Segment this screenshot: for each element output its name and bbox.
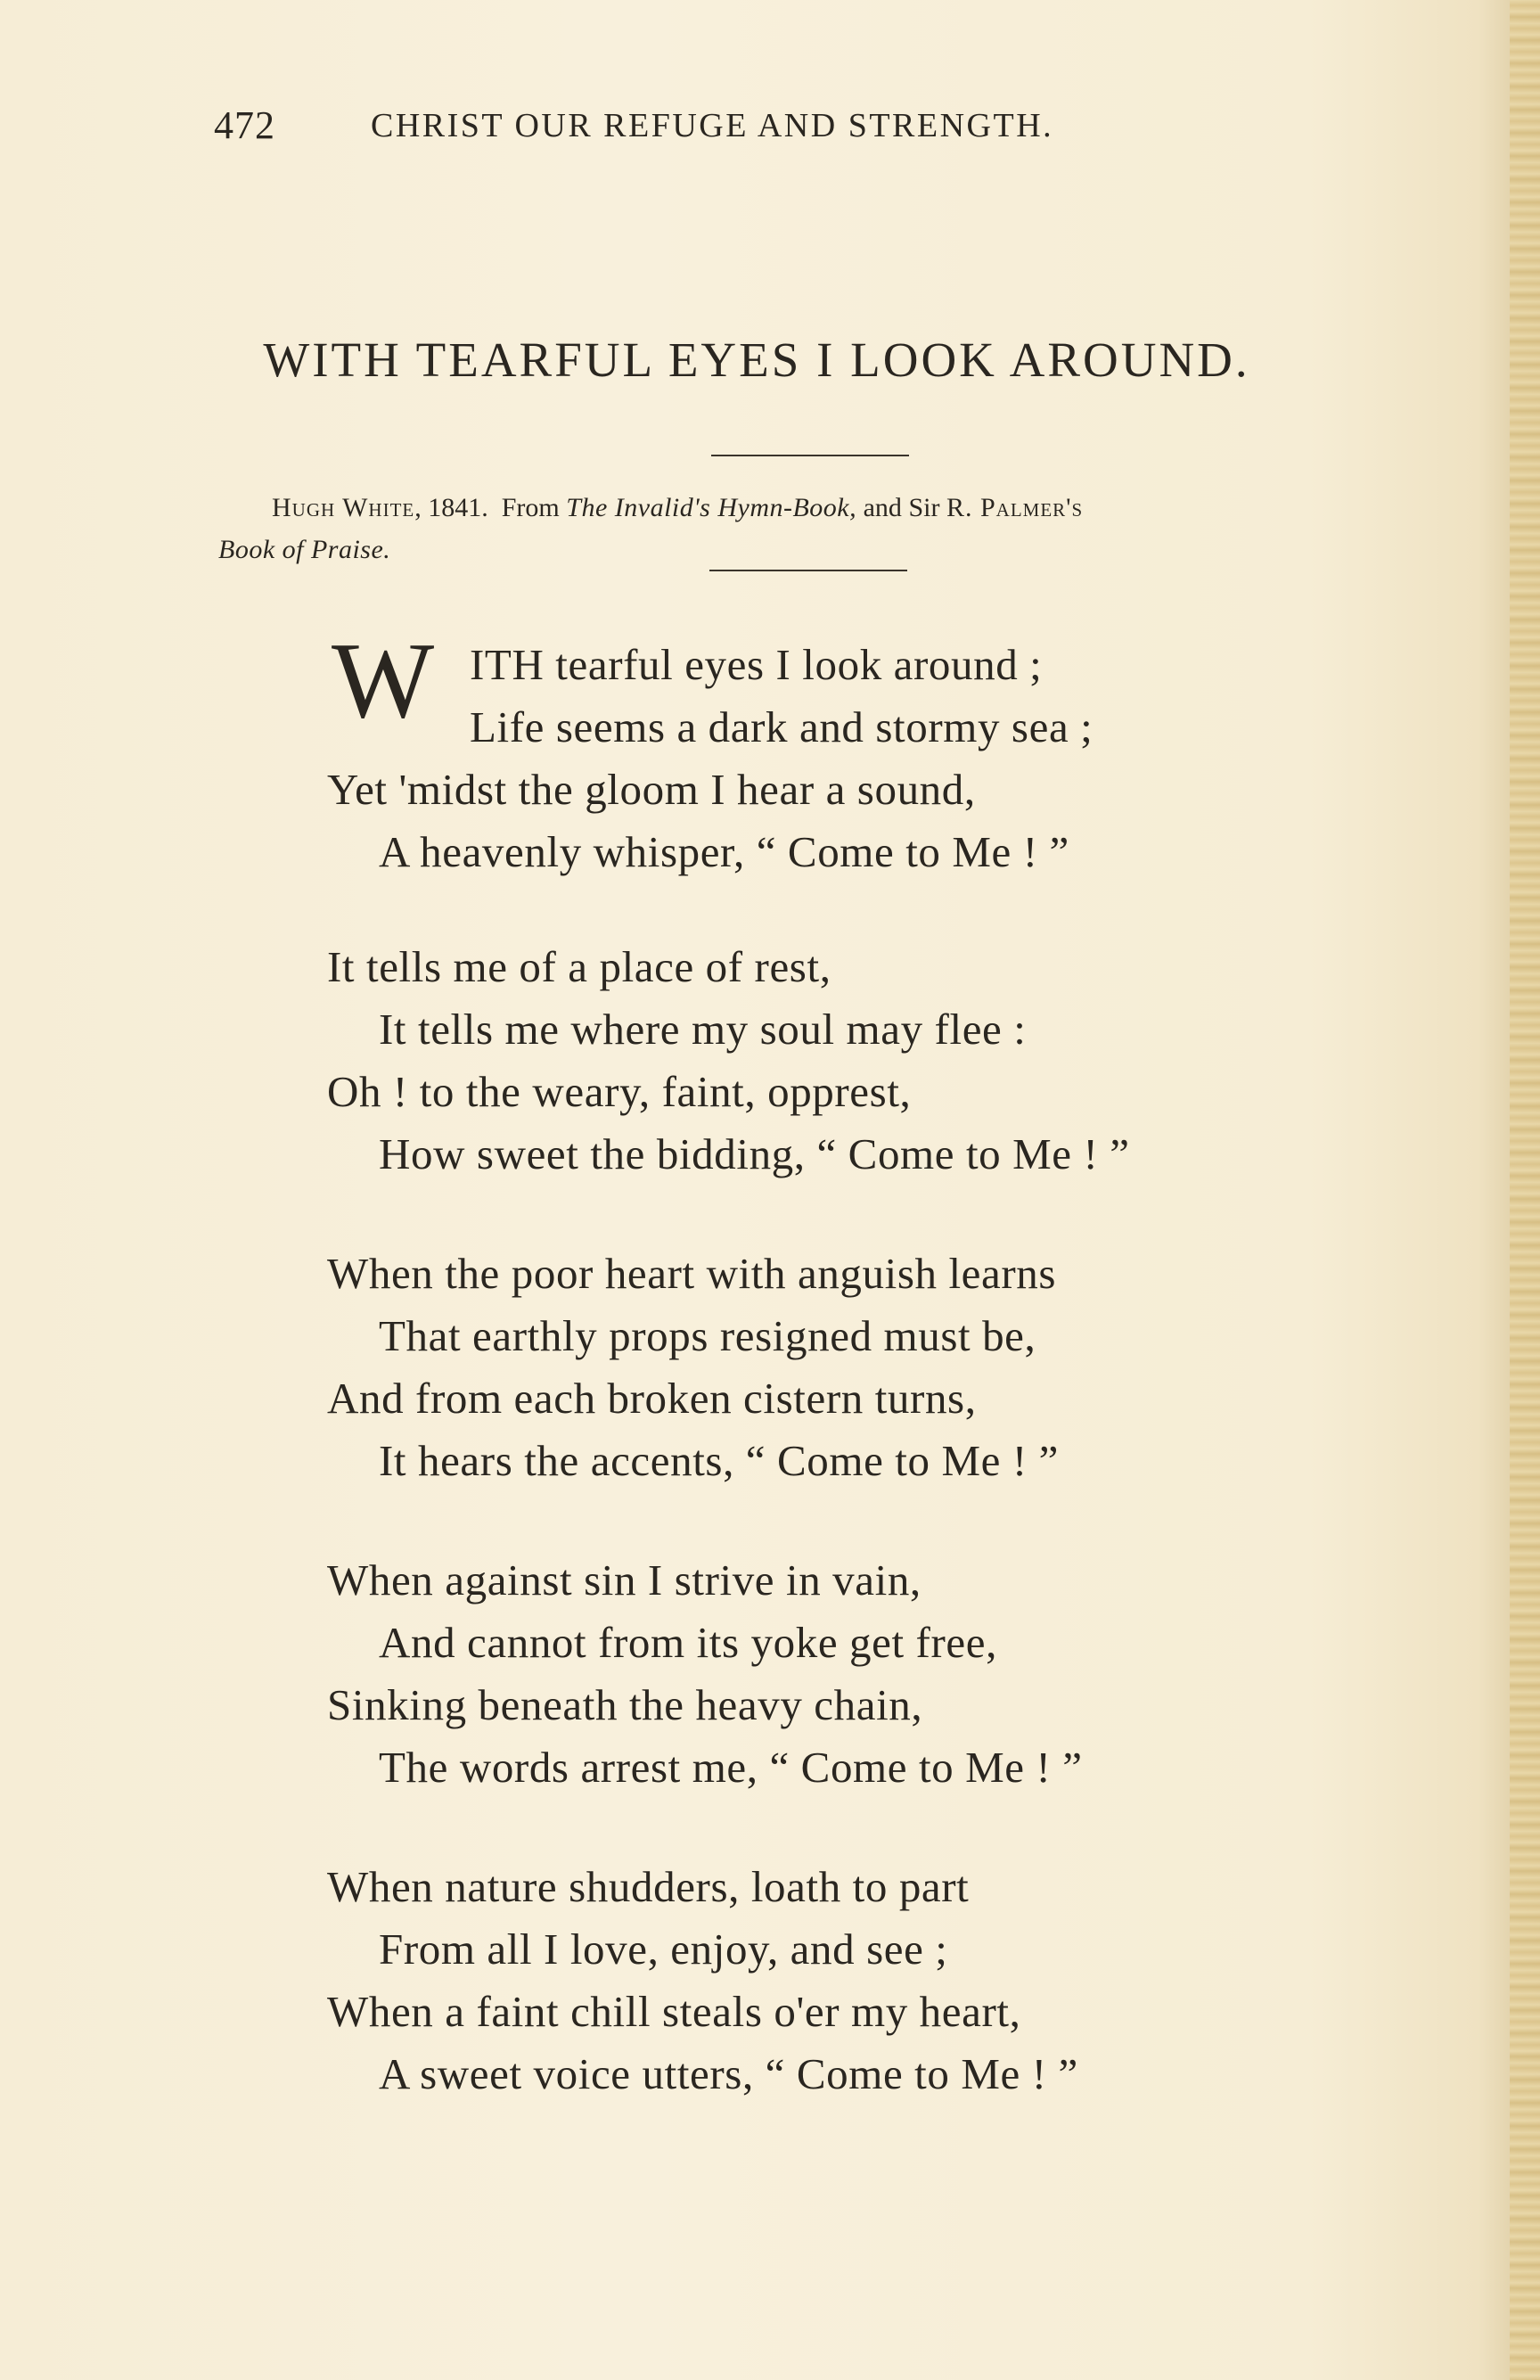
hymn-title: WITH TEARFUL EYES I LOOK AROUND. (263, 332, 1250, 387)
poem-line: Yet 'midst the gloom I hear a sound, (327, 765, 976, 814)
poem-line: When a faint chill steals o'er my heart, (327, 1987, 1021, 2036)
sir-label: Sir (908, 493, 940, 522)
poem-line: A heavenly whisper, “ Come to Me ! ” (379, 827, 1069, 876)
author-name: Hugh White (272, 493, 415, 522)
source-line (218, 529, 1413, 570)
poem-line: When nature shudders, loath to part (327, 1862, 970, 1911)
poem-line: It hears the accents, “ Come to Me ! ” (379, 1436, 1059, 1485)
poem-line: When against sin I strive in vain, (327, 1555, 922, 1604)
poem-line: From all I love, enjoy, and see ; (379, 1925, 948, 1974)
poem-line: It tells me where my soul may flee : (379, 1005, 1027, 1054)
running-head (214, 103, 1390, 156)
hymn-source (218, 487, 1413, 570)
page-number: 472 (214, 103, 275, 147)
and-label: and (863, 493, 902, 522)
from-label: From (501, 493, 560, 522)
poem-line: The words arrest me, “ Come to Me ! ” (379, 1743, 1083, 1792)
poem-line: How sweet the bidding, “ Come to Me ! ” (379, 1129, 1130, 1178)
poem-line: And cannot from its yoke get free, (379, 1618, 997, 1667)
poem-line: Oh ! to the weary, faint, opprest, (327, 1067, 912, 1116)
poem-line: ITH tearful eyes I look around ; (470, 640, 1043, 689)
palmer-name: R. Palmer's (946, 493, 1084, 522)
running-title: CHRIST OUR REFUGE AND STRENGTH. (371, 107, 1054, 144)
poem-line: It tells me of a place of rest, (327, 942, 831, 991)
divider-rule (709, 570, 907, 571)
source-line: Hugh White, 1841. From The Invalid's Hymn-Book, and Sir R. Palmer's (272, 493, 1084, 522)
drop-cap: W (332, 620, 435, 741)
divider-rule (711, 455, 909, 456)
poem-line: A sweet voice utters, “ Come to Me ! ” (379, 2049, 1078, 2098)
book-title-praise: Book of Praise. (218, 535, 391, 564)
poem-line: Sinking beneath the heavy chain, (327, 1680, 923, 1729)
year: 1841. (428, 493, 488, 522)
poem-line: When the poor heart with anguish learns (327, 1249, 1057, 1298)
book-title-invalid: The Invalid's Hymn-Book, (566, 493, 857, 522)
poem-line: And from each broken cistern turns, (327, 1374, 977, 1423)
poem-line: Life seems a dark and stormy sea ; (470, 702, 1094, 751)
poem-line: That earthly props resigned must be, (379, 1311, 1036, 1360)
